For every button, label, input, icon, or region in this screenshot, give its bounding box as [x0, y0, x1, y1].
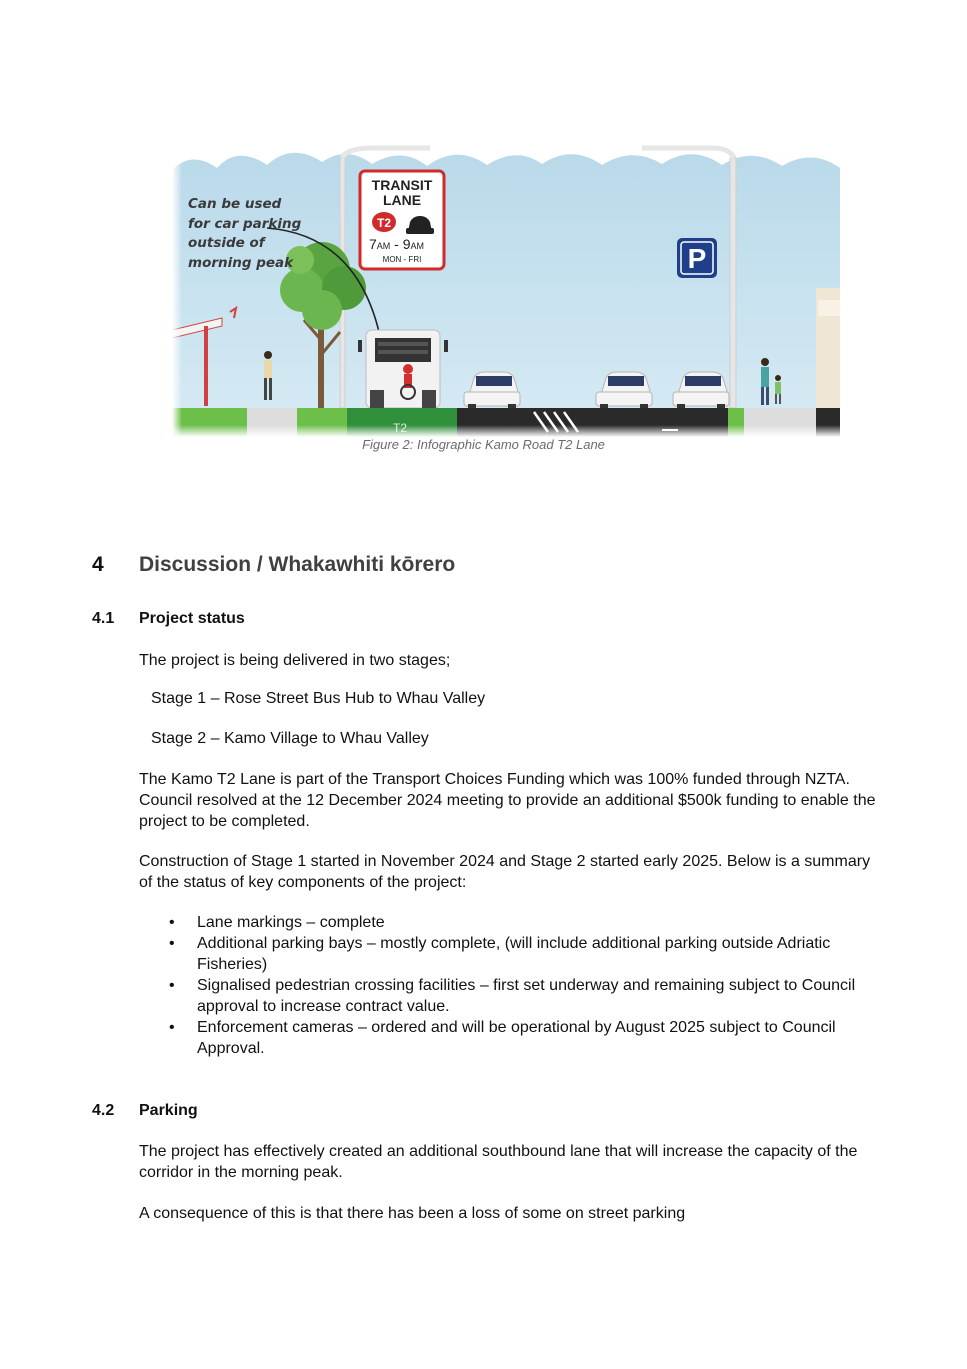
list-item [139, 933, 879, 975]
stage-1-line: Stage 1 – Rose Street Bus Hub to Whau Valley [151, 690, 486, 707]
figure-caption: Figure 2: Infographic Kamo Road T2 Lane [362, 437, 605, 452]
bullet-icon: • [169, 977, 175, 994]
svg-text:for car parking: for car parking [188, 216, 302, 232]
subsection-title-parking: Parking [139, 1102, 198, 1119]
bullet-icon: • [169, 914, 175, 931]
subsection-title-project-status: Project status [139, 610, 245, 627]
svg-text:morning peak: morning peak [188, 255, 294, 271]
svg-text:P: P [687, 243, 707, 274]
svg-text:TRANSIT: TRANSIT [371, 177, 433, 193]
list-item-text: Lane markings – complete [197, 914, 385, 931]
bullet-icon: • [169, 935, 175, 952]
svg-text:7AM - 9AM: 7AM - 9AM [369, 236, 425, 252]
section-title: Discussion / Whakawhiti kōrero [139, 553, 456, 576]
bus [358, 330, 448, 408]
subsection-number-4-2: 4.2 [92, 1102, 115, 1119]
infographic-figure [172, 140, 840, 437]
svg-text:T2: T2 [376, 216, 392, 230]
list-item-text: Additional parking bays – mostly complete, (will include additional parking outside Adriatic Fisheries) [197, 935, 831, 973]
svg-text:Can be used: Can be used [188, 196, 282, 212]
svg-text:MON - FRI: MON - FRI [382, 255, 422, 264]
bullet-icon: • [169, 1019, 175, 1036]
list-item [139, 975, 879, 1017]
status-bullet-list [139, 912, 879, 1059]
transit-lane-sign [360, 171, 444, 269]
svg-text:LANE: LANE [382, 192, 422, 208]
list-item-text: Enforcement cameras – ordered and will be operational by August 2025 subject to Council Approval. [197, 1019, 836, 1057]
building-right [816, 288, 840, 408]
parking-paragraph-1: The project has effectively created an additional southbound lane that will increase the capacity of the corridor in the morning peak. [139, 1143, 858, 1181]
section-number: 4 [92, 553, 104, 576]
subsection-number-4-1: 4.1 [92, 610, 115, 627]
parking-paragraph-2: A consequence of this is that there has been a loss of some on street parking [139, 1205, 686, 1222]
parking-sign [677, 238, 717, 278]
svg-text:outside of: outside of [188, 235, 265, 251]
list-item [139, 912, 879, 933]
funding-paragraph: The Kamo T2 Lane is part of the Transport Choices Funding which was 100% funded through NZTA. Council resolved at the 12 December 2024 meeting to provide an additional $500k funding to enable the project to be completed. [139, 771, 876, 830]
list-item-text: Signalised pedestrian crossing facilities – first set underway and remaining subject to Council approval to increase contract value. [197, 977, 856, 1015]
stage-2-line: Stage 2 – Kamo Village to Whau Valley [151, 730, 429, 747]
list-item [139, 1017, 879, 1059]
construction-paragraph: Construction of Stage 1 started in November 2024 and Stage 2 started early 2025. Below is a summary of the status of key components of the project: [139, 853, 871, 891]
project-status-intro: The project is being delivered in two stages; [139, 652, 451, 669]
